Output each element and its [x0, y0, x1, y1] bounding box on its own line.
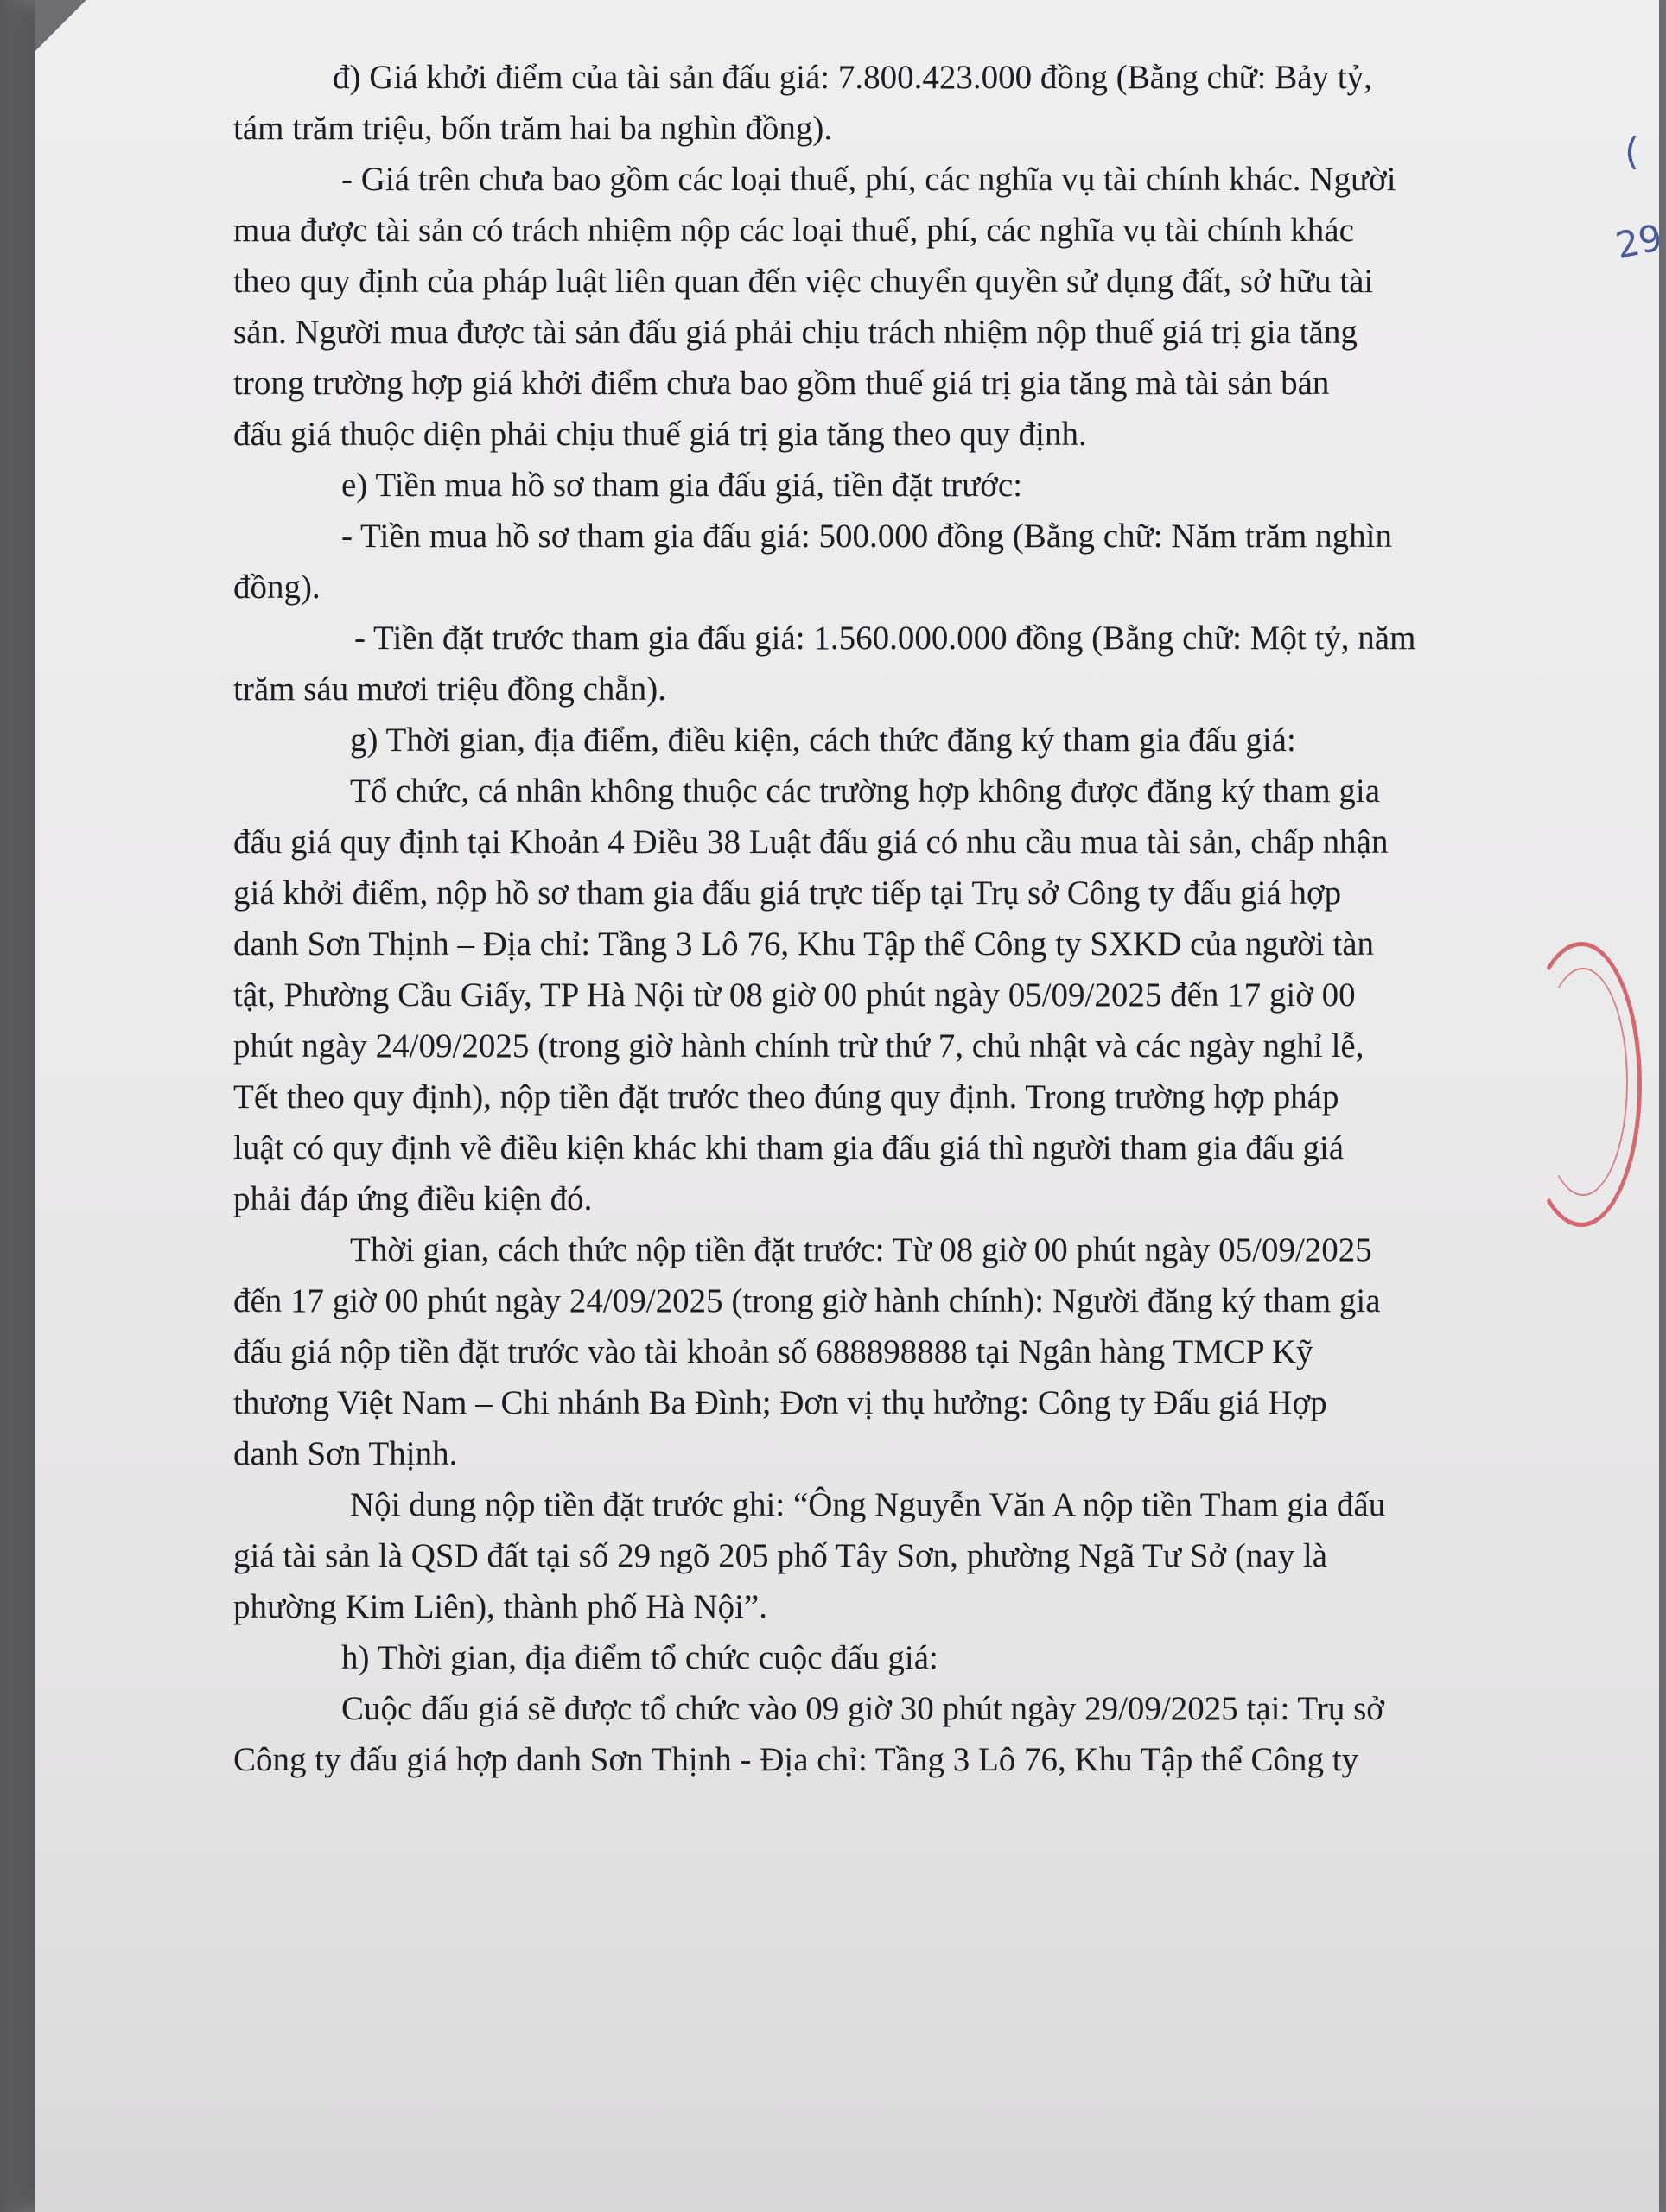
page-corner-fold — [35, 0, 86, 52]
text-line: đấu giá nộp tiền đặt trước vào tài khoản số 688898888 tại Ngân hàng TMCP Kỹ — [233, 1333, 1313, 1370]
text-line: giá tài sản là QSD đất tại số 29 ngõ 205 phố Tây Sơn, phường Ngã Tư Sở (nay là — [233, 1537, 1328, 1574]
text-line: đ) Giá khởi điểm của tài sản đấu giá: 7.800.423.000 đồng (Bằng chữ: Bảy tỷ, — [333, 59, 1372, 96]
text-line: tám trăm triệu, bốn trăm hai ba nghìn đồng). — [233, 110, 833, 147]
paragraph-g-heading — [233, 715, 1581, 766]
text-line: trăm sáu mươi triệu đồng chẵn). — [233, 671, 666, 708]
text-line: Thời gian, cách thức nộp tiền đặt trước: Từ 08 giờ 00 phút ngày 05/09/2025 — [350, 1231, 1372, 1268]
margin-handwritten-number: 29 — [1612, 215, 1666, 268]
text-line: - Tiền đặt trước tham gia đấu giá: 1.560.000.000 đồng (Bằng chữ: Một tỷ, năm — [354, 620, 1416, 657]
text-line: phường Kim Liên), thành phố Hà Nội”. — [233, 1588, 767, 1625]
text-line: - Giá trên chưa bao gồm các loại thuế, phí, các nghĩa vụ tài chính khác. Người — [341, 161, 1396, 198]
paragraph-registration — [233, 766, 1581, 1224]
text-line: danh Sơn Thịnh. — [233, 1435, 458, 1472]
paragraph-auction-time — [233, 1683, 1581, 1785]
paragraph-start-price — [233, 52, 1581, 154]
text-line: Tổ chức, cá nhân không thuộc các trường hợp không được đăng ký tham gia — [350, 772, 1381, 810]
text-line: đấu giá thuộc diện phải chịu thuế giá trị gia tăng theo quy định. — [233, 416, 1087, 453]
text-line: thương Việt Nam – Chi nhánh Ba Đình; Đơn vị thụ hưởng: Công ty Đấu giá Hợp — [233, 1384, 1327, 1421]
text-line: sản. Người mua được tài sản đấu giá phải chịu trách nhiệm nộp thuế giá trị gia tăng — [233, 314, 1358, 351]
paragraph-h-heading — [233, 1632, 1581, 1683]
section-heading: g) Thời gian, địa điểm, điều kiện, cách thức đăng ký tham gia đấu giá: — [350, 721, 1296, 759]
text-line: tật, Phường Cầu Giấy, TP Hà Nội từ 08 giờ 00 phút ngày 05/09/2025 đến 17 giờ 00 — [233, 976, 1356, 1014]
red-seal-inner-ring — [1538, 968, 1628, 1196]
margin-bracket-mark: ( — [1625, 130, 1640, 174]
text-line: Cuộc đấu giá sẽ được tổ chức vào 09 giờ 30 phút ngày 29/09/2025 tại: Trụ sở — [341, 1690, 1384, 1727]
text-line: đến 17 giờ 00 phút ngày 24/09/2025 (trong giờ hành chính): Người đăng ký tham gia — [233, 1282, 1381, 1319]
document-body — [233, 52, 1581, 1785]
paragraph-price-note — [233, 154, 1581, 460]
text-line: danh Sơn Thịnh – Địa chỉ: Tầng 3 Lô 76, Khu Tập thể Công ty SXKD của người tàn — [233, 925, 1375, 963]
paragraph-e-heading — [233, 460, 1581, 511]
paragraph-dossier-fee — [233, 511, 1581, 613]
text-line: - Tiền mua hồ sơ tham gia đấu giá: 500.000 đồng (Bằng chữ: Năm trăm nghìn — [341, 518, 1392, 555]
paragraph-deposit-time — [233, 1224, 1581, 1479]
text-line: luật có quy định về điều kiện khác khi tham gia đấu giá thì người tham gia đấu giá — [233, 1129, 1345, 1166]
text-line: đấu giá quy định tại Khoản 4 Điều 38 Luật đấu giá có nhu cầu mua tài sản, chấp nhận — [233, 823, 1389, 861]
section-heading: e) Tiền mua hồ sơ tham gia đấu giá, tiền đặt trước: — [341, 467, 1023, 504]
text-line: đồng). — [233, 569, 321, 606]
text-line: Nội dung nộp tiền đặt trước ghi: “Ông Nguyễn Văn A nộp tiền Tham gia đấu — [350, 1486, 1386, 1523]
section-heading: h) Thời gian, địa điểm tổ chức cuộc đấu giá: — [341, 1639, 938, 1676]
text-line: trong trường hợp giá khởi điểm chưa bao gồm thuế giá trị gia tăng mà tài sản bán — [233, 365, 1330, 402]
text-line: giá khởi điểm, nộp hồ sơ tham gia đấu giá trực tiếp tại Trụ sở Công ty đấu giá hợp — [233, 874, 1342, 912]
text-line: Công ty đấu giá hợp danh Sơn Thịnh - Địa chỉ: Tầng 3 Lô 76, Khu Tập thể Công ty — [233, 1741, 1359, 1778]
text-line: theo quy định của pháp luật liên quan đến việc chuyển quyền sử dụng đất, sở hữu tài — [233, 263, 1374, 300]
text-line: phút ngày 24/09/2025 (trong giờ hành chính trừ thứ 7, chủ nhật và các ngày nghỉ lễ, — [233, 1027, 1364, 1065]
paragraph-deposit-amount — [233, 613, 1581, 715]
paragraph-deposit-content — [233, 1479, 1581, 1632]
text-line: mua được tài sản có trách nhiệm nộp các loại thuế, phí, các nghĩa vụ tài chính khác — [233, 212, 1354, 249]
text-line: phải đáp ứng điều kiện đó. — [233, 1180, 593, 1217]
text-line: Tết theo quy định), nộp tiền đặt trước theo đúng quy định. Trong trường hợp pháp — [233, 1078, 1339, 1116]
